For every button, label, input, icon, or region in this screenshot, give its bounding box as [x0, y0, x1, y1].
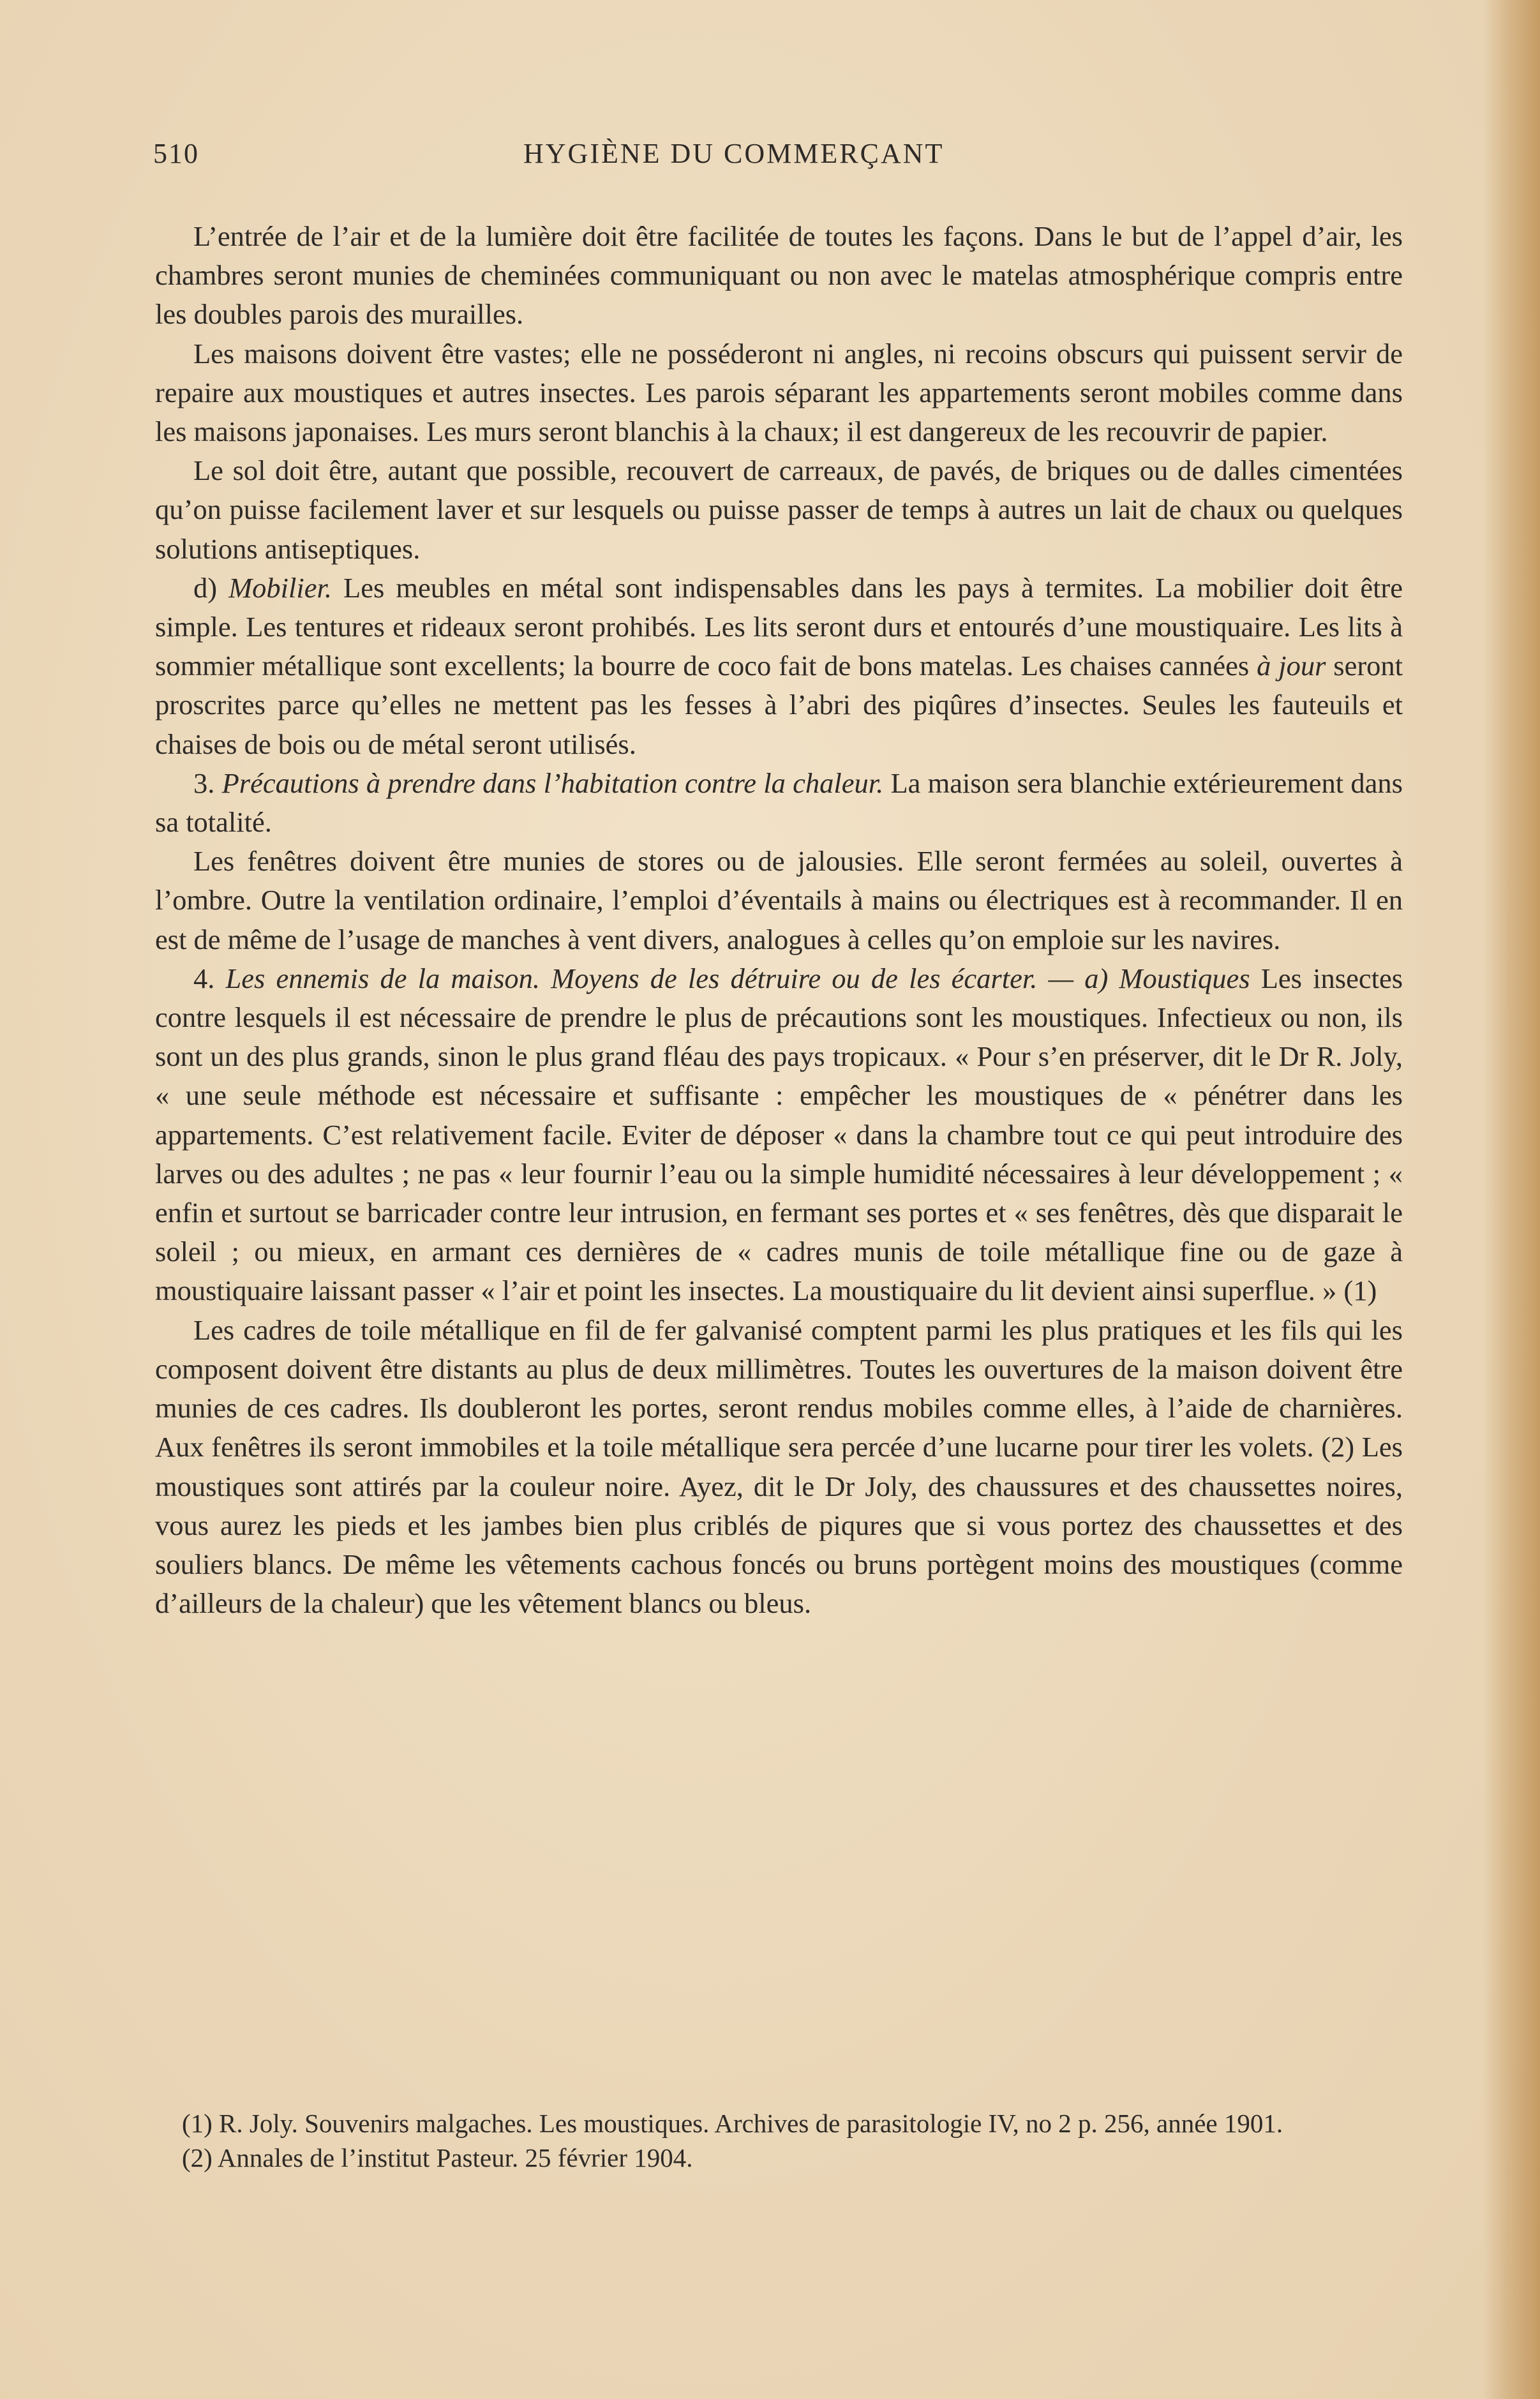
section-marker: 4. — [193, 962, 226, 994]
footnotes — [155, 2106, 1403, 2175]
paragraph-enemies — [155, 959, 1403, 1311]
body-text — [155, 217, 1403, 1623]
page-header — [153, 131, 1414, 182]
paragraph-text: La maison sera blanchie extérieurement dans sa totalité. — [155, 766, 1403, 839]
section-title: Les ennemis de la maison. Moyens de les détruire ou de les écarter. — a) Moustiques — [225, 962, 1250, 994]
paragraph-screens: Les cadres de toile métallique en fil de fer galvanisé comptent parmi les plus pratiques et les fils qui les composent doivent être distants au plus de deux millimètres. Toutes les ouvertures de la maison doivent être munies de ces cadres. Ils doubleront les portes, seront rendus mobiles comme elles, à l’aide de charnières. Aux fenêtres ils seront immobiles et la toile métallique sera percée d’une lucarne pour tirer les volets. (2) Les moustiques sont attirés par la couleur noire. Ayez, dit le Dr Joly, des chaussures et des chaussettes noires, vous aurez les pieds et les jambes bien plus criblés de piqures que si vous portez des chaussettes et des souliers blancs. De même les vêtements cachous foncés ou bruns portègent moins des moustiques (comme d’ailleurs de la chaleur) que les vêtement blancs ou bleus. — [155, 1313, 1403, 1620]
paragraph-air-light: L’entrée de l’air et de la lumière doit être facilitée de toutes les façons. Dans le but de l’appel d’air, les chambres seront munies de cheminées communiquant ou non avec le matelas atmosphérique compris entre les doubles parois des murailles. — [155, 220, 1403, 331]
page-number: 510 — [153, 138, 199, 169]
paragraph-text: seront proscrites parce qu’elles ne mettent pas les fesses à l’abri des piqûres d’insectes. Seules les fauteuils et chaises de bois ou de métal seront utilisés. — [155, 650, 1403, 760]
paragraph-houses: Les maisons doivent être vastes; elle ne posséderont ni angles, ni recoins obscurs qui puissent servir de repaire aux moustiques et autres insectes. Les parois séparant les appartements seront mobiles comme dans les maisons japonaises. Les murs seront blanchis à la chaux; il est dangereux de les recouvrir de papier. — [155, 337, 1403, 448]
paragraph-text: Les meubles en métal sont indispensables dans les pays à termites. La mobilier doit être simple. Les tentures et rideaux seront prohibés. Les lits seront durs et entourés d’une moustiquaire. Les lits à sommier métallique sont excellents; la bourre de coco fait de bons matelas. Les chaises cannées — [155, 571, 1403, 682]
paragraph-text: Les insectes contre lesquels il est nécessaire de prendre le plus de précautions sont les moustiques. Infectieux ou non, ils sont un des plus grands, sinon le plus grand fléau des pays tropicaux. « Pour s’en préserver, dit le Dr R. Joly, « une seule méthode est nécessaire et suffisante : empêcher les moustiques de « pénétrer dans les appartements. C’est relativement facile. Eviter de déposer « dans la chambre tout ce qui peut introduire des larves ou des adultes ; ne pas « leur fournir l’eau ou la simple humidité nécessaires à leur développement ; « enfin et surtout se barricader contre leur intrusion, en fermant ses portes et « ses fenêtres, dès que disparait le soleil ; ou mieux, en armant ces dernières de « cadres munis de toile métallique fine ou de gaze à moustiquaire laissant passer « l’air et point les insectes. La moustiquaire du lit devient ainsi superflue. » (1) — [155, 962, 1403, 1307]
section-marker: 3. — [193, 766, 222, 799]
section-title: Précautions à prendre dans l’habitation contre la chaleur. — [221, 766, 884, 799]
page-edge-shadow — [1483, 0, 1540, 2399]
paragraph-heat-precautions — [155, 764, 1403, 842]
paragraph-windows: Les fenêtres doivent être munies de stores ou de jalousies. Elle seront fermées au soleil, ouvertes à l’ombre. Outre la ventilation ordinaire, l’emploi d’éventails à mains ou électriques est à recommander. Il en est de même de l’usage de manches à vent divers, analogues à celles qu’on emploie sur les navires. — [155, 845, 1403, 955]
paragraph-floor: Le sol doit être, autant que possible, recouvert de carreaux, de pavés, de briques ou de dalles cimentées qu’on puisse facilement laver et sur lesquels ou puisse passer de temps à autres un lait de chaux ou quelques solutions antiseptiques. — [155, 454, 1403, 565]
italic-phrase: à jour — [1257, 650, 1326, 682]
running-title: HYGIÈNE DU COMMERÇANT — [523, 138, 945, 169]
section-marker: d) — [193, 571, 229, 604]
paragraph-furniture — [155, 569, 1403, 764]
footnote-2: (2) Annales de l’institut Pasteur. 25 février 1904. — [182, 2143, 693, 2172]
section-title: Mobilier. — [228, 571, 333, 604]
footnote-1: (1) R. Joly. Souvenirs malgaches. Les moustiques. Archives de parasitologie IV, no 2 p. 256, année 1901. — [182, 2109, 1283, 2138]
